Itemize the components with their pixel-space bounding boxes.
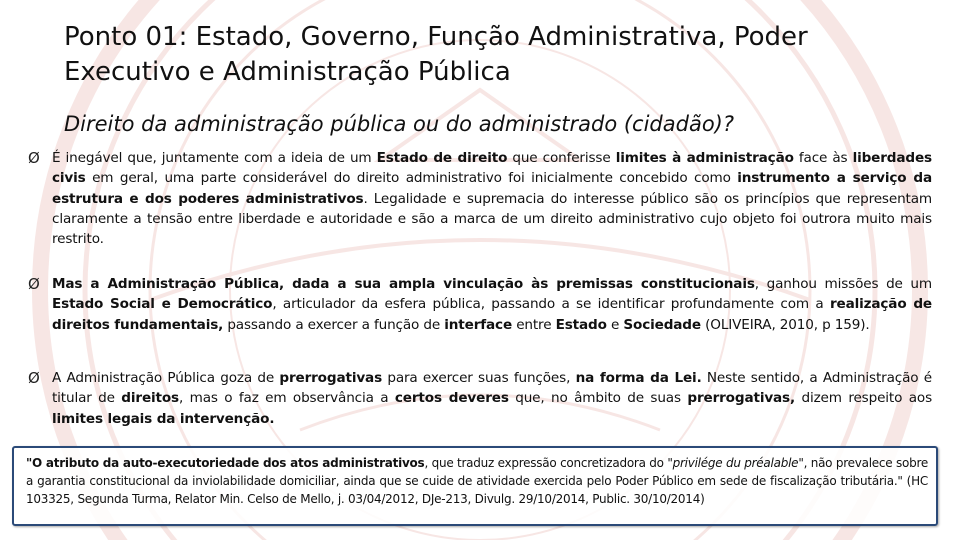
text-run: (OLIVEIRA, 2010, p 159).	[700, 316, 870, 333]
text-run: face às	[793, 150, 853, 166]
arrow-bullet-icon: Ø	[28, 369, 40, 387]
text-run: Mas a Administração Pública, dada a sua ampla vinculação às premissas constitucionais	[52, 276, 755, 292]
text-run: direitos	[121, 390, 179, 407]
text-run: Neste sentido, a Administração é titular de	[52, 370, 932, 407]
text-run: , que traduz expressão concretizadora do "	[424, 456, 673, 470]
text-run: prerrogativas	[279, 370, 383, 386]
bullet-item	[28, 148, 932, 249]
text-run: limites à administração	[615, 150, 794, 166]
text-run: Estado	[555, 316, 607, 333]
slide-subtitle: Direito da administração pública ou do administrado (cidadão)?	[64, 112, 735, 136]
text-run: , articulador da esfera pública, passando a se identificar profundamente com a	[272, 296, 830, 313]
bullet-paragraph	[28, 148, 932, 249]
text-run: em geral, uma parte considerável do direito administrativo foi inicialmente concebido como	[85, 170, 738, 187]
text-run: que, no âmbito de suas	[508, 390, 688, 407]
text-run: A Administração Pública goza de	[52, 370, 280, 386]
text-run: e	[606, 316, 624, 333]
text-run: certos deveres	[394, 390, 509, 407]
text-run: . Legalidade e supremacia do interesse público são os princípios que representam claramente a tensão entre liberdade e autoridade e são a marca de um direito administrativo cujo objeto foi outrora muito mais restrito.	[52, 190, 932, 248]
bullet-item	[28, 274, 932, 335]
text-run: que conferisse	[507, 150, 616, 166]
jurisprudence-quote-box	[12, 446, 938, 526]
text-run: ", não prevalece sobre a garantia constitucional da inviolabilidade domiciliar, ainda que se cuide de atividade exercida pelo Poder Público em sede de fiscalização tributária." (HC 103325, Segunda Turma, Relator Min. Celso de Mello, j. 03/04/2012, DJe-213, Divulg. 29/10/2014, Public. 30/10/2014)	[26, 456, 929, 506]
text-run: Estado Social e Democrático	[52, 296, 273, 313]
text-run: na forma da Lei.	[575, 370, 702, 386]
text-run: Estado de direito	[376, 150, 508, 166]
text-run: limites legais da intervenção.	[52, 410, 275, 427]
slide-title: Ponto 01: Estado, Governo, Função Administrativa, Poder Executivo e Administração Pública	[64, 22, 808, 87]
arrow-bullet-icon: Ø	[28, 275, 40, 293]
text-run: instrumento a serviço da estrutura e dos poderes administrativos	[52, 170, 932, 207]
text-run: , ganhou missões de um	[754, 276, 932, 292]
text-run: realização de direitos fundamentais,	[52, 296, 932, 333]
text-run: dizem respeito aos	[795, 390, 932, 407]
text-run: passando a exercer a função de	[223, 316, 445, 333]
text-run: liberdades civis	[52, 150, 932, 187]
text-run: para exercer suas funções,	[382, 370, 576, 386]
text-run: Sociedade	[623, 316, 701, 333]
text-run: , mas o faz em observância a	[179, 390, 395, 407]
text-run: interface	[444, 316, 513, 333]
bullet-item	[28, 368, 932, 429]
text-run: "O atributo da auto-executoriedade dos atos administrativos	[26, 456, 425, 470]
quote-paragraph	[14, 448, 936, 508]
bullet-paragraph	[28, 274, 932, 335]
arrow-bullet-icon: Ø	[28, 149, 40, 167]
text-run: entre	[512, 316, 556, 333]
text-run: É inegável que, juntamente com a ideia de um	[52, 150, 377, 166]
bullet-paragraph	[28, 368, 932, 429]
text-run: privilége du préalable	[672, 456, 799, 470]
text-run: prerrogativas,	[687, 390, 796, 407]
